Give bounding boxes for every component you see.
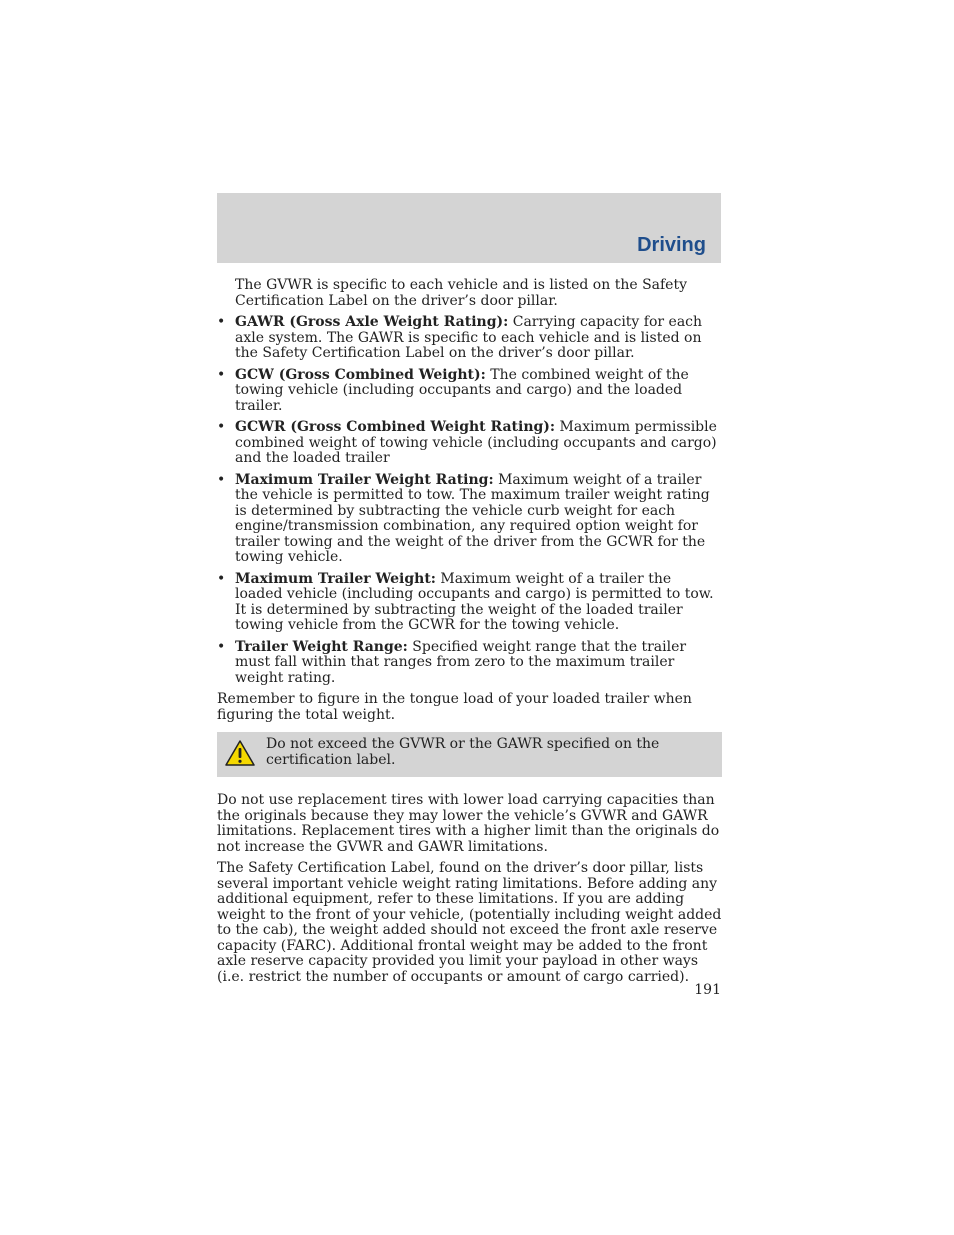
bullet-item-gcwr (217, 420, 722, 467)
bullet-item-gawr (217, 315, 722, 362)
intro-paragraph: The GVWR is specific to each vehicle and is listed on the Safety Certification Label on the driver’s door pillar. (235, 277, 688, 309)
bullet-term: Maximum Trailer Weight Rating: (235, 471, 494, 488)
bullet-item-gcw (217, 368, 722, 415)
bullet-item-max-trailer-weight-rating (217, 473, 722, 566)
bullet-text: Maximum permissible combined weight of towing vehicle (including occupants and cargo) and the loaded trailer (235, 419, 717, 466)
bullet-text: Maximum weight of a trailer the loaded vehicle (including occupants and cargo) is permitted to tow. It is determined by subtracting the weight of the loaded trailer towing vehicle from the GCWR for the towing vehicle. (235, 570, 714, 633)
bullet-term: GCWR (Gross Combined Weight Rating): (235, 419, 556, 435)
replacement-tires-paragraph: Do not use replacement tires with lower load carrying capacities than the originals because they may lower the vehicle’s GVWR and GAWR limitations. Replacement tires with a higher limit than the originals do not increase the GVWR and GAWR limitations. (217, 792, 720, 855)
bullet-dot: • (217, 366, 226, 383)
bullet-text: The combined weight of the towing vehicle (including occupants and cargo) and the loaded trailer. (235, 366, 689, 414)
bullet-dot: • (217, 471, 226, 488)
bullet-term: GAWR (Gross Axle Weight Rating): (235, 314, 509, 330)
bullet-term: Trailer Weight Range: (235, 638, 408, 655)
bullet-dot: • (217, 570, 226, 587)
remember-paragraph: Remember to figure in the tongue load of your loaded trailer when figuring the total weight. (217, 691, 692, 723)
warning-text: Do not exceed the GVWR or the GAWR specified on the certification label. (266, 736, 660, 768)
bullet-term: GCW (Gross Combined Weight): (235, 366, 486, 383)
bullet-text: Maximum weight of a trailer the vehicle is permitted to tow. The maximum trailer weight rating is determined by subtracting the vehicle curb weight for each engine/transmission combination, any required option weight for trailer towing and the weight of the driver from the GCWR for the towing vehicle. (235, 471, 710, 565)
bullet-item-trailer-weight-range (217, 640, 722, 687)
section-title: Driving (637, 234, 706, 256)
bullet-item-max-trailer-weight (217, 572, 722, 634)
bullet-dot: • (217, 419, 226, 435)
section-header (217, 193, 721, 263)
warning-triangle-icon (224, 739, 256, 767)
bullet-text: Specified weight range that the trailer must fall within that ranges from zero to the maximum trailer weight rating. (235, 638, 687, 686)
bullet-term: Maximum Trailer Weight: (235, 570, 436, 587)
page-content (217, 278, 722, 991)
page-number: 191 (694, 982, 721, 998)
bullet-dot: • (217, 638, 226, 655)
certification-label-paragraph: The Safety Certification Label, found on the driver’s door pillar, lists several important vehicle weight rating limitations. Before adding any additional equipment, refer to these limitations. If you are adding weight to the front of your vehicle, (potentially including weight added to the cab), the weight added should not exceed the front axle reserve capacity (FARC). Additional frontal weight may be added to the front axle reserve capacity provided you limit your payload in other ways (i.e. restrict the number of occupants or amount of cargo carried). (217, 860, 722, 985)
bullet-text: Carrying capacity for each axle system. The GAWR is specific to each vehicle and is listed on the Safety Certification Label on the driver’s door pillar. (235, 314, 703, 361)
warning-box (217, 732, 722, 777)
bullet-dot: • (217, 314, 226, 330)
